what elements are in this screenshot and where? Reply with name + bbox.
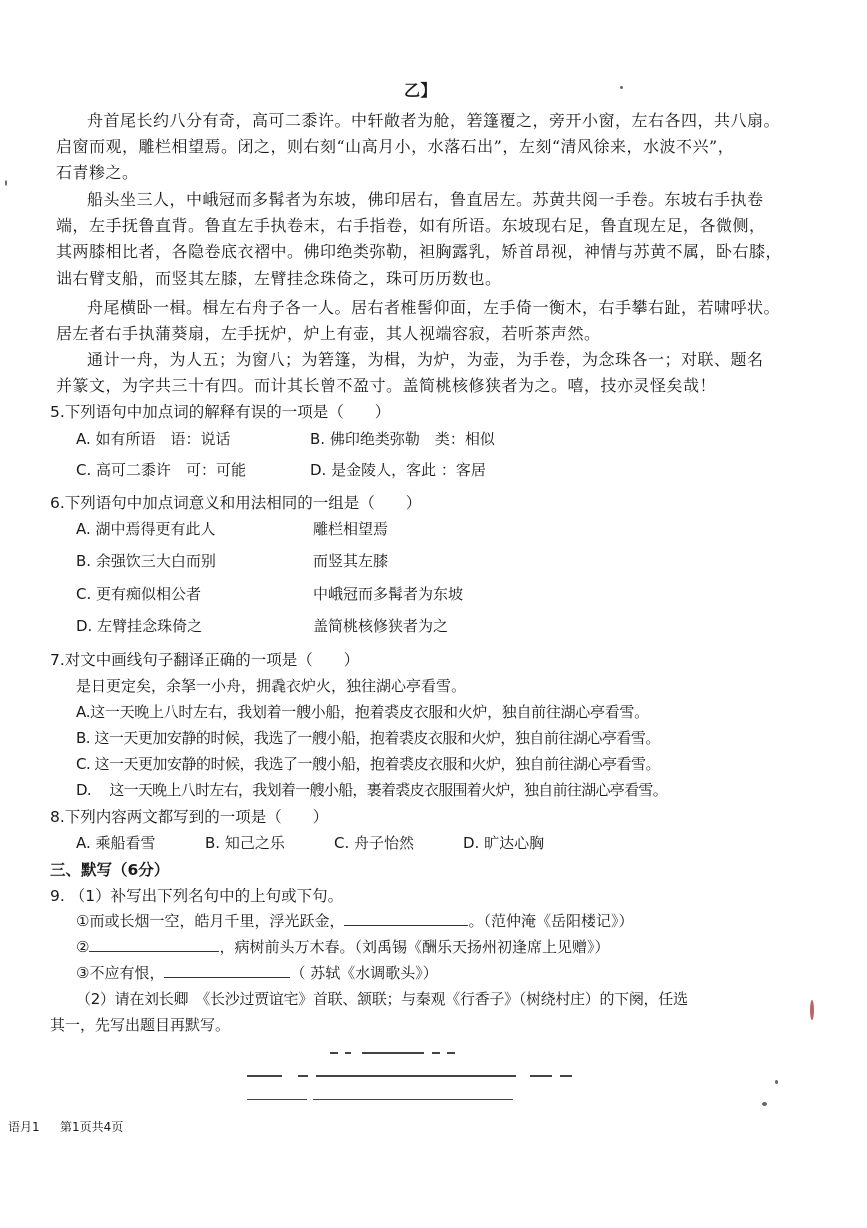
question-7-option-d[interactable]: D. 这一天晚上八时左右，我划着一艘小船，裹着裘皮衣服围着火炉，独自前往湖心亭看雪。 (76, 781, 667, 799)
question-6-option-d[interactable]: D. 左臂挂念珠倚之 (76, 617, 203, 635)
item-3-blank[interactable] (164, 963, 290, 978)
question-8-option-c[interactable]: C. 舟子怡然 (334, 834, 415, 852)
question-8-option-b[interactable]: B. 知己之乐 (205, 834, 285, 852)
question-7-stem: 7.对文中画线句子翻译正确的一项是（ ） (50, 651, 360, 669)
question-9-item-2 (76, 936, 609, 957)
question-9-item-1 (76, 910, 633, 931)
question-6-option-c-pair: 中峨冠而多髯者为东坡 (313, 585, 464, 603)
question-7-sentence: 是日更定矣，余拏一小舟，拥毳衣炉火，独往湖心亭看雪。 (76, 677, 467, 695)
item-2-blank[interactable] (89, 937, 219, 952)
question-8-option-a[interactable]: A. 乘船看雪 (76, 834, 156, 852)
question-7-option-c[interactable]: C. 这一天更加安静的时候，我选了一艘小船，抱着裘皮衣服和火炉，独自前往湖心亭看雪。 (76, 755, 661, 773)
passage-line: 诎右臂支船，而竖其左膝，左臂挂念珠倚之，珠可历历数也。 (56, 269, 502, 288)
section-heading: 三、默写（6分） (50, 861, 170, 879)
passage-line: 并篆文，为字共三十有四。而计其长曾不盈寸。盖简桃核修狭者为之。嘻，技亦灵怪矣哉！ (56, 376, 717, 395)
passage-line: 居左者右手执蒲葵扇，左手抚炉，炉上有壶，其人视端容寂，若听茶声然。 (56, 324, 601, 343)
question-6-stem: 6.下列语句中加点词意义和用法相同的一组是（ ） (50, 494, 422, 512)
item-2-text: ，病树前头万木春。（刘禹锡《酬乐天扬州初逢席上见赠》） (219, 938, 610, 956)
question-9-item-3 (76, 962, 438, 983)
question-5-option-d[interactable]: D. 是金陵人，客此 ：客居 (310, 461, 486, 479)
question-8-stem: 8.下列内容两文都写到的一项是（ ） (50, 808, 329, 826)
question-8-option-d[interactable]: D. 旷达心胸 (463, 834, 545, 852)
question-9-part-2-cont: 其一，先写出题目再默写。 (50, 1016, 231, 1034)
question-7-option-b[interactable]: B. 这一天更加安静的时候，我选了一艘小船，抱着裘皮衣服和火炉，独自前往湖心亭看雪。 (76, 729, 660, 747)
page-number: 第1页共4页 (60, 1120, 124, 1134)
passage-line: 启窗而观，雕栏相望焉。闭之，则右刻“山高月小，水落石出”，左刻“清风徐来，水波不兴”， (56, 137, 735, 156)
item-3-source: （ 苏轼《水调歌头》） (290, 964, 438, 982)
footer-label: 语月1 (8, 1120, 40, 1134)
question-6-option-a[interactable]: A. 湖中焉得更有此人 (76, 520, 216, 538)
scan-speck (775, 1080, 778, 1084)
question-5-option-b[interactable]: B. 佛印绝类弥勒 类：相似 (310, 430, 495, 448)
passage-line: 舟尾横卧一楫。楫左右舟子各一人。居右者椎髻仰面，左手倚一衡木，右手攀右趾，若啸呼状。 (87, 298, 781, 317)
question-5-option-a[interactable]: A. 如有所语 语：说话 (76, 430, 231, 448)
item-2-number: ② (76, 938, 90, 956)
scan-speck (5, 180, 7, 186)
passage-line: 石青糁之。 (56, 163, 139, 182)
question-9-part-2: （2）请在刘长卿 《长沙过贾谊宅》首联、颔联；与秦观《行香子》（树绕村庄）的下阕，任选 (76, 990, 688, 1008)
question-6-option-a-pair: 雕栏相望焉 (313, 520, 389, 538)
passage-line: 通计一舟，为人五；为窗八；为箬篷，为楫，为炉，为壶，为手卷，为念珠各一；对联、题名 (87, 350, 764, 369)
item-3-text: ③不应有恨， (76, 964, 165, 982)
passage-line: 端，左手抚鲁直背。鲁直左手执卷末，右手指卷，如有所语。东坡现右足，鲁直现左足，各微侧， (56, 216, 766, 235)
item-1-text: ①而或长烟一空，皓月千里，浮光跃金， (76, 912, 345, 930)
question-5-stem: 5.下列语句中加点词的解释有误的一项是（ ） (50, 403, 391, 421)
question-7-option-a[interactable]: A.这一天晚上八时左右，我划着一艘小船，抱着裘皮衣服和火炉，独自前往湖心亭看雪。 (76, 703, 649, 721)
item-1-blank[interactable] (344, 911, 468, 926)
question-6-option-c[interactable]: C. 更有痴似相公者 (76, 585, 202, 603)
scan-speck (620, 86, 623, 89)
scan-speck (810, 1000, 814, 1020)
passage-line: 船头坐三人，中峨冠而多髯者为东坡，佛印居右，鲁直居左。苏黄共阅一手卷。东坡右手执卷 (87, 190, 764, 209)
scan-speck (762, 1102, 767, 1106)
question-9-stem: 9. （1）补写出下列名句中的上句或下句。 (50, 887, 344, 905)
question-6-option-d-pair: 盖简桃核修狭者为之 (313, 617, 449, 635)
passage-line: 舟首尾长约八分有奇，高可二黍许。中轩敞者为舱，箬篷覆之，旁开小窗，左右各四，共八扇。 (87, 111, 781, 130)
question-5-option-c[interactable]: C. 高可二黍许 可：可能 (76, 461, 247, 479)
passage-line: 其两膝相比者，各隐卷底衣褶中。佛印绝类弥勒，袒胸露乳，矫首昂视，神情与苏黄不属，卧右膝， (56, 242, 783, 261)
question-6-option-b-pair: 而竖其左膝 (313, 552, 389, 570)
passage-heading: 乙】 (404, 81, 438, 100)
question-6-option-b[interactable]: B. 余强饮三大白而别 (76, 552, 216, 570)
item-1-source: 。（范仲淹《岳阳楼记》） (468, 912, 634, 930)
